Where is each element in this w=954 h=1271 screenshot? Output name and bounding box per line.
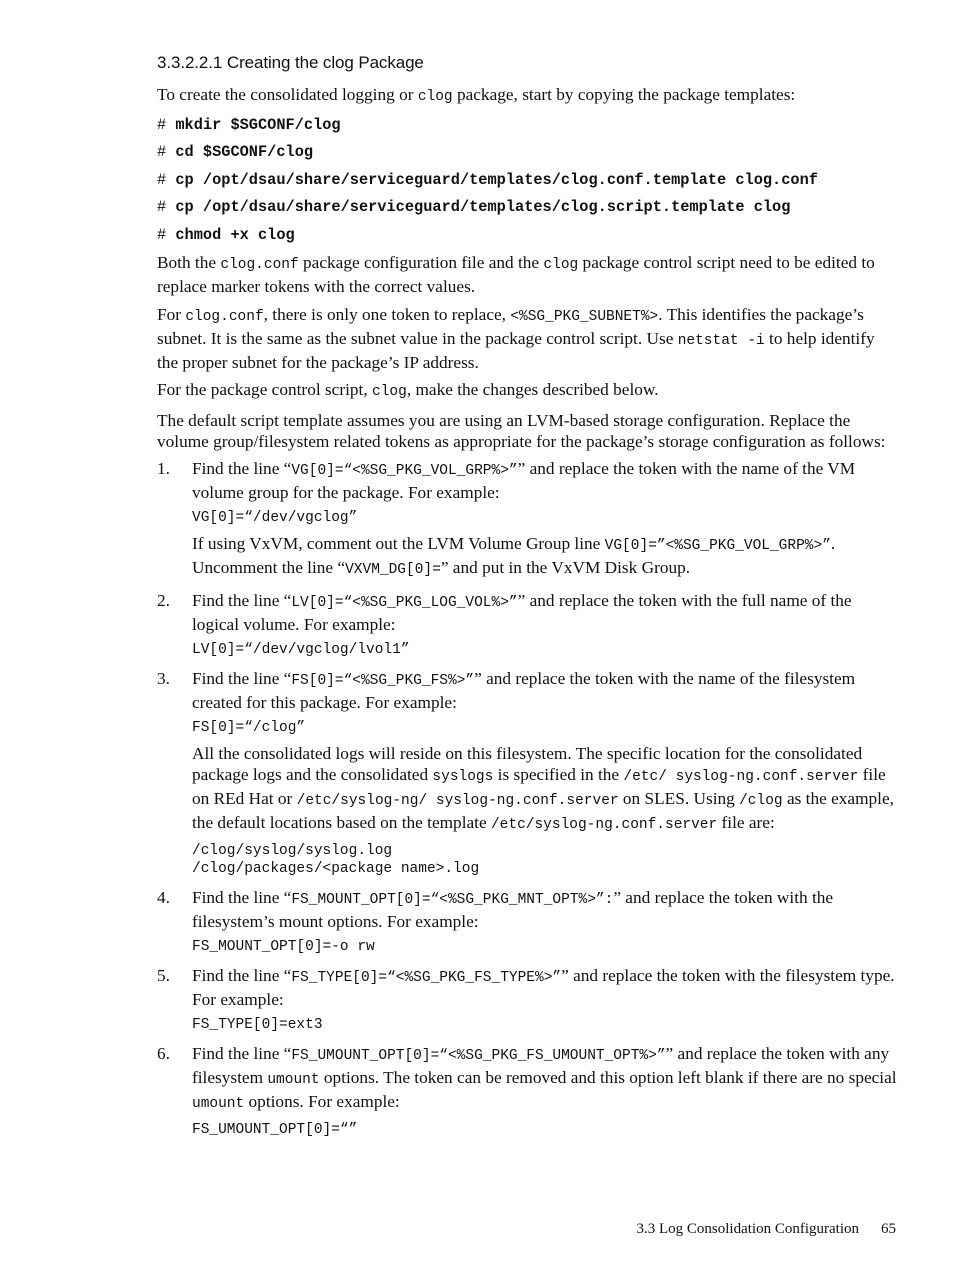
item-text xyxy=(192,458,897,503)
list-item xyxy=(157,965,897,1034)
item-note xyxy=(192,743,897,836)
code-example: VG[0]=“/dev/vgclog” xyxy=(192,510,358,526)
code-inline: clog xyxy=(372,384,407,400)
code-inline: /etc/syslog-ng/ syslog-ng.conf.server xyxy=(296,793,619,809)
text: ” and replace the token with any filesystem xyxy=(192,1044,890,1087)
code-example: FS_UMOUNT_OPT[0]=“” xyxy=(192,1122,358,1138)
text: to help identify the proper subnet for the package’s IP address. xyxy=(157,328,875,372)
paragraph-default: The default script template assumes you are using an LVM-based storage configuration. Replace the volume group/filesystem related tokens as appropriate for the package’s storage configuration as follows: xyxy=(157,410,886,451)
paragraph-for xyxy=(157,304,897,373)
item-number: 2. xyxy=(157,591,170,610)
paragraph-both xyxy=(157,252,897,297)
text: , make the changes described below. xyxy=(406,380,659,399)
code-inline: clog xyxy=(417,89,453,105)
text: Find the line “ xyxy=(192,669,292,688)
command-line xyxy=(157,115,897,136)
command-text: mkdir $SGCONF/clog xyxy=(175,115,341,134)
text: ” and replace the token with the full name of the logical volume. For example: xyxy=(192,591,852,634)
item-text xyxy=(192,965,897,1010)
code-example: FS_MOUNT_OPT[0]=-o rw xyxy=(192,939,375,955)
list-item xyxy=(157,458,897,581)
page-footer xyxy=(637,1221,897,1238)
item-text xyxy=(192,887,897,932)
text: Find the line “ xyxy=(192,966,292,985)
command-line xyxy=(157,225,897,246)
text: file on REd Hat or xyxy=(192,765,886,808)
command-text: cd $SGCONF/clog xyxy=(175,143,314,161)
code-example: /clog/syslog/syslog.log /clog/packages/<package name>.log xyxy=(192,843,480,877)
item-text xyxy=(192,1043,897,1115)
item-number: 4. xyxy=(157,888,170,907)
list-item xyxy=(157,887,897,956)
text: To create the consolidated logging or xyxy=(157,85,418,104)
code-inline: syslogs xyxy=(432,769,494,785)
item-number: 3. xyxy=(157,669,170,688)
item-number: 1. xyxy=(157,459,170,478)
code-inline: /clog xyxy=(739,793,783,809)
text: Find the line “ xyxy=(192,591,292,610)
text: package, start by copying the package templates: xyxy=(452,85,796,104)
text: For xyxy=(157,304,186,324)
command-line xyxy=(157,170,897,191)
code-inline: netstat -i xyxy=(677,332,765,349)
code-inline: <%SG_PKG_SUBNET%> xyxy=(510,308,659,325)
text: ” and replace the token with the filesystem’s mount options. For example: xyxy=(192,888,834,931)
text: is specified in the xyxy=(493,765,624,784)
code-inline: clog xyxy=(543,257,579,273)
text: ” and replace the token with the name of the filesystem created for this package. For example: xyxy=(192,669,856,712)
command-text: cp /opt/dsau/share/serviceguard/templates/clog.conf.template clog.conf xyxy=(175,170,818,189)
text: options. The token can be removed and this option left blank if there are no special xyxy=(319,1068,897,1087)
code-example: FS_TYPE[0]=ext3 xyxy=(192,1017,323,1033)
text: package configuration file and the xyxy=(298,253,544,272)
text: . Uncomment the line “ xyxy=(192,534,836,577)
text: ” and replace the token with the name of the VM volume group for the package. For example: xyxy=(192,459,856,502)
text: Find the line “ xyxy=(192,459,292,478)
list-item xyxy=(157,668,897,878)
document-page xyxy=(157,52,897,1148)
text: package control script need to be edited to replace marker tokens with the correct values. xyxy=(157,253,875,296)
command-text: cp /opt/dsau/share/serviceguard/templates/clog.script.template clog xyxy=(175,198,791,216)
intro-paragraph xyxy=(157,84,897,108)
command-line xyxy=(157,142,897,163)
list-item xyxy=(157,1043,897,1139)
command-text: chmod +x clog xyxy=(175,225,295,244)
item-number: 5. xyxy=(157,966,170,985)
item-text xyxy=(192,590,897,635)
text: Both the xyxy=(157,253,221,272)
prompt: # xyxy=(157,115,167,134)
section-heading: 3.3.2.2.1 Creating the clog Package xyxy=(157,53,424,72)
item-number: 6. xyxy=(157,1044,170,1063)
code-inline: FS[0]=“<%SG_PKG_FS%>” xyxy=(291,673,475,689)
text: on SLES. Using xyxy=(618,789,740,808)
text: ” and put in the VxVM Disk Group. xyxy=(440,558,691,577)
page-number: 65 xyxy=(881,1221,896,1237)
text: file are: xyxy=(717,813,775,832)
prompt: # xyxy=(157,225,167,244)
code-inline: VXVM_DG[0]= xyxy=(345,562,441,578)
code-inline: clog.conf xyxy=(220,257,299,273)
steps-list xyxy=(157,458,897,1139)
paragraph-control xyxy=(157,379,897,403)
code-inline: FS_TYPE[0]=“<%SG_PKG_FS_TYPE%>” xyxy=(291,970,562,986)
footer-section-title: 3.3 Log Consolidation Configuration xyxy=(636,1221,859,1237)
text: options. For example: xyxy=(244,1092,400,1111)
code-example: FS[0]=“/clog” xyxy=(192,720,306,736)
code-inline: clog.conf xyxy=(185,308,264,325)
text: , there is only one token to replace, xyxy=(263,304,511,324)
text: If using VxVM, comment out the LVM Volume Group line xyxy=(192,534,605,553)
code-inline: LV[0]=“<%SG_PKG_LOG_VOL%>” xyxy=(291,595,518,611)
text: For the package control script, xyxy=(157,380,372,399)
list-item xyxy=(157,590,897,659)
code-inline: VG[0]=”<%SG_PKG_VOL_GRP%>” xyxy=(604,538,831,554)
prompt: # xyxy=(157,170,167,189)
code-inline: /etc/syslog-ng.conf.server xyxy=(490,817,718,833)
code-inline: umount xyxy=(267,1072,320,1088)
text: All the consolidated logs will reside on this filesystem. The specific location for the consolidated package logs and the consolidated xyxy=(192,744,863,784)
prompt: # xyxy=(157,198,167,216)
text: Find the line “ xyxy=(192,888,292,907)
code-inline: /etc/ syslog-ng.conf.server xyxy=(623,769,859,785)
code-inline: FS_MOUNT_OPT[0]=“<%SG_PKG_MNT_OPT%>”: xyxy=(291,892,614,908)
code-inline: FS_UMOUNT_OPT[0]=“<%SG_PKG_FS_UMOUNT_OPT%>” xyxy=(291,1048,666,1064)
text: as the example, the default locations based on the template xyxy=(192,789,894,832)
command-line xyxy=(157,197,897,218)
code-inline: umount xyxy=(192,1096,245,1112)
text: ” and replace the token with the filesystem type. For example: xyxy=(192,966,895,1009)
item-note xyxy=(192,533,897,581)
prompt: # xyxy=(157,143,167,161)
text: Find the line “ xyxy=(192,1044,292,1063)
item-text xyxy=(192,668,897,713)
code-inline: VG[0]=“<%SG_PKG_VOL_GRP%>” xyxy=(291,463,518,479)
code-example: LV[0]=“/dev/vgclog/lvol1” xyxy=(192,642,410,658)
text: . This identifies the package’s subnet. It is the same as the subnet value in the package control script. Use xyxy=(157,304,864,348)
